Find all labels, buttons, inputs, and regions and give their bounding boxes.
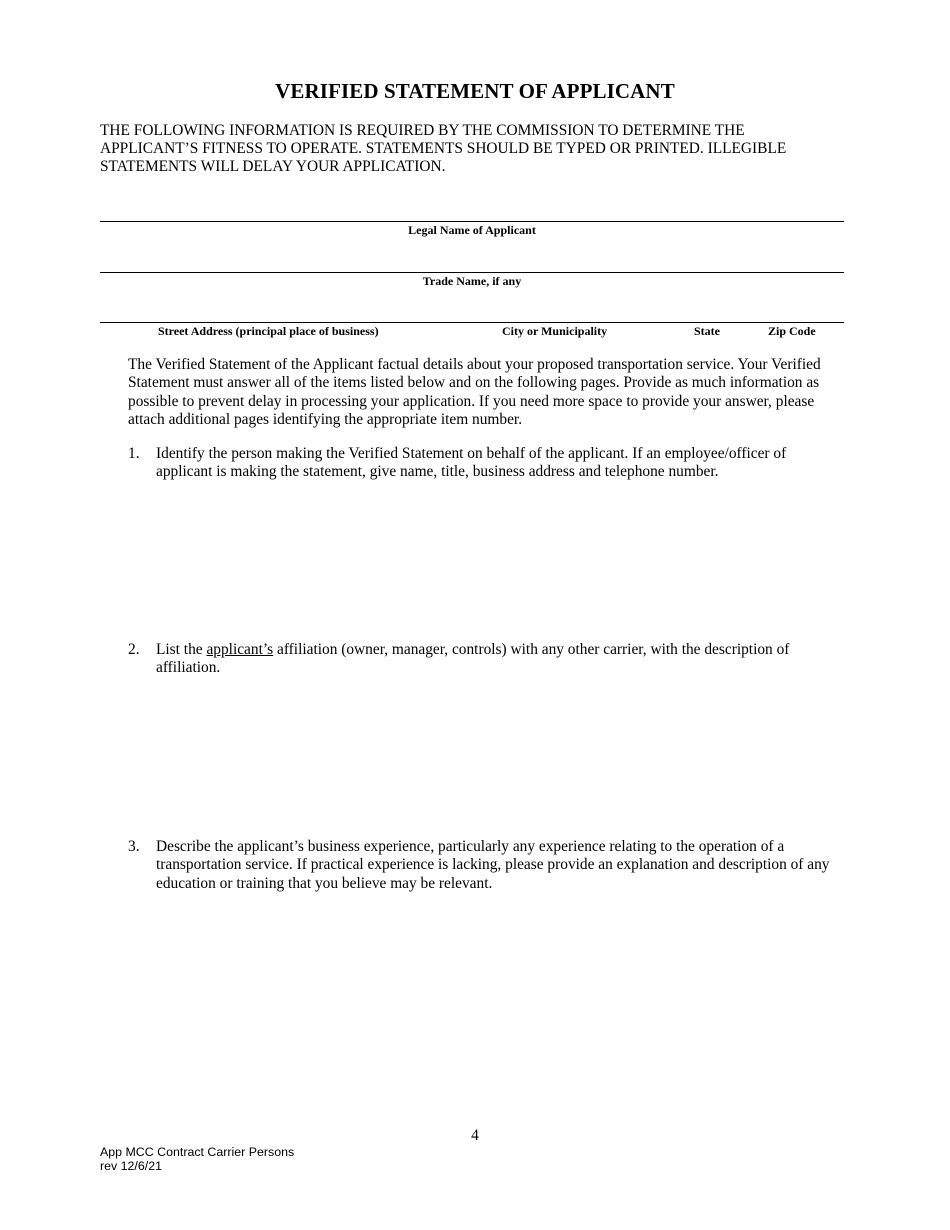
item-3 bbox=[128, 838, 844, 893]
instructions-paragraph: The Verified Statement of the Applicant factual details about your proposed transportation service. Your Verified Statement must answer all of the items listed below and on the following pages. Provide as much information as possible to prevent delay in processing your application. If you need more space to provide your answer, please attach additional pages identifying the appropriate item number. bbox=[128, 356, 821, 428]
item-1 bbox=[128, 445, 844, 482]
item-text-underlined: applicant’s bbox=[206, 641, 274, 658]
item-text: Describe the applicant’s business experience, particularly any experience relating to the operation of a transportation service. If practical experience is lacking, please provide an explanation and description of any education or training that you believe may be relevant. bbox=[156, 838, 830, 892]
trade-name-field-line[interactable] bbox=[100, 272, 844, 273]
intro-notice: THE FOLLOWING INFORMATION IS REQUIRED BY THE COMMISSION TO DETERMINE THE APPLICANT’S FITNESS TO OPERATE. STATEMENTS SHOULD BE TYPED OR PRINTED. ILLEGIBLE STATEMENTS WILL DELAY YOUR APPLICATION. bbox=[100, 122, 787, 175]
item-2 bbox=[128, 641, 844, 678]
city-label: City or Municipality bbox=[502, 324, 608, 338]
footer-form-name: App MCC Contract Carrier Persons bbox=[100, 1145, 295, 1159]
item-text-before: List the bbox=[156, 641, 207, 658]
zip-code-label: Zip Code bbox=[768, 324, 816, 338]
item-text-after: affiliation (owner, manager, controls) with any other carrier, with the description of affiliation. bbox=[156, 641, 790, 677]
item-number: 1. bbox=[128, 445, 140, 462]
trade-name-label: Trade Name, if any bbox=[422, 274, 522, 288]
legal-name-field-line[interactable] bbox=[100, 221, 844, 222]
item-text bbox=[156, 641, 844, 678]
item-text: Identify the person making the Verified Statement on behalf of the applicant. If an employee/officer of applicant is making the statement, give name, title, business address and telephone number. bbox=[156, 445, 787, 481]
address-field-line[interactable] bbox=[100, 322, 844, 323]
street-address-label: Street Address (principal place of business) bbox=[158, 324, 379, 338]
state-label: State bbox=[694, 324, 720, 338]
footer bbox=[100, 1145, 294, 1173]
item-number: 3. bbox=[128, 838, 140, 855]
legal-name-label: Legal Name of Applicant bbox=[408, 223, 536, 237]
item-number: 2. bbox=[128, 641, 140, 658]
document-title: VERIFIED STATEMENT OF APPLICANT bbox=[275, 79, 675, 103]
footer-revision: rev 12/6/21 bbox=[100, 1159, 162, 1173]
page-number: 4 bbox=[471, 1127, 479, 1144]
